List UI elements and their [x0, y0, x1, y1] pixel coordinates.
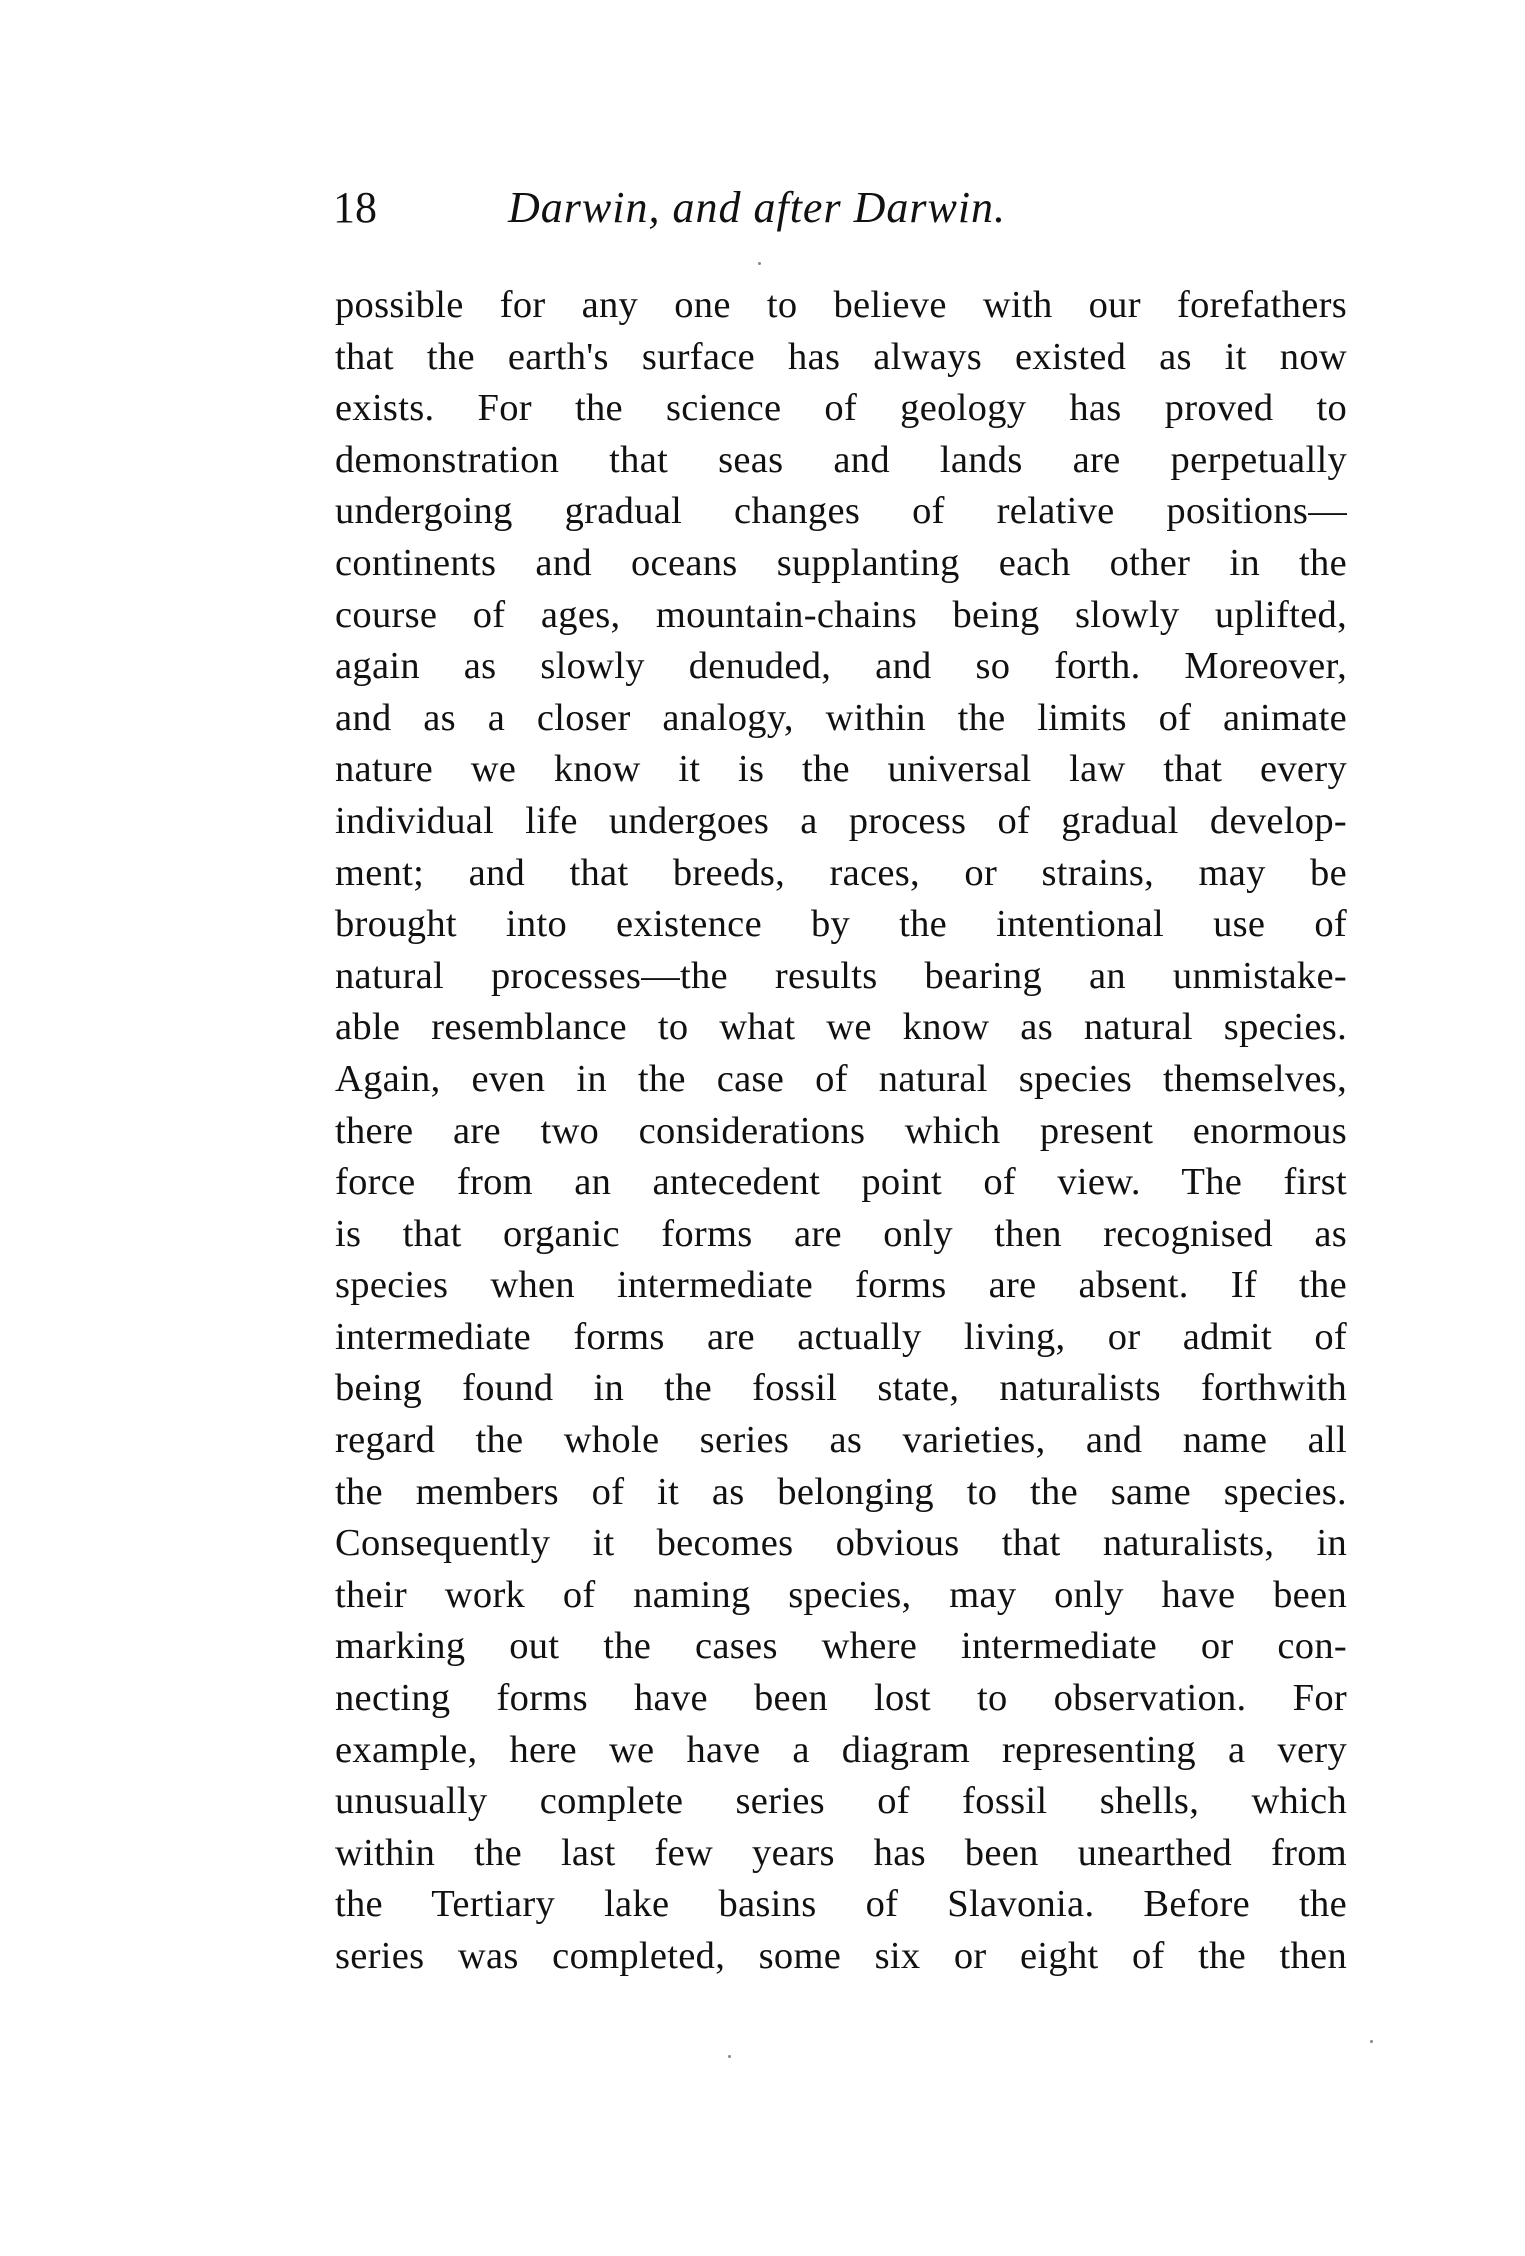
text-line: again as slowly denuded, and so forth. Moreover, — [335, 645, 1347, 688]
text-line: ment; and that breeds, races, or strains, may be — [335, 851, 1347, 894]
running-title: Darwin, and after Darwin. — [508, 183, 1007, 232]
scan-speck — [728, 2055, 731, 2058]
text-line: is that organic forms are only then recognised as — [335, 1212, 1347, 1255]
text-line: continents and oceans supplanting each other in the — [335, 541, 1347, 584]
text-line: force from an antecedent point of view. The first — [335, 1161, 1347, 1204]
text-line: intermediate forms are actually living, or admit of — [335, 1315, 1347, 1358]
scan-speck — [758, 262, 761, 265]
text-line: marking out the cases where intermediate or con- — [335, 1625, 1347, 1668]
text-line: being found in the fossil state, naturalists forthwith — [335, 1367, 1347, 1410]
text-line: course of ages, mountain-chains being slowly uplifted, — [335, 593, 1347, 636]
text-line: and as a closer analogy, within the limits of animate — [335, 696, 1347, 739]
text-line: necting forms have been lost to observation. For — [335, 1677, 1347, 1720]
text-line: unusually complete series of fossil shells, which — [335, 1780, 1347, 1823]
text-line: able resemblance to what we know as natural species. — [335, 1006, 1347, 1049]
text-line: the Tertiary lake basins of Slavonia. Before the — [335, 1883, 1347, 1926]
scan-speck — [1370, 2040, 1373, 2043]
text-line: natural processes—the results bearing an unmistake- — [335, 954, 1347, 997]
text-line: example, here we have a diagram representing a very — [335, 1728, 1347, 1771]
text-line: within the last few years has been unearthed from — [335, 1831, 1347, 1874]
text-line: exists. For the science of geology has proved to — [335, 387, 1347, 430]
text-line: the members of it as belonging to the same species. — [335, 1470, 1347, 1513]
text-line: there are two considerations which present enormous — [335, 1109, 1347, 1152]
text-line: series was completed, some six or eight of the then — [335, 1935, 1347, 1977]
running-head — [333, 178, 1353, 238]
text-line: Again, even in the case of natural species themselves, — [335, 1057, 1347, 1100]
text-line: individual life undergoes a process of gradual develop- — [335, 799, 1347, 842]
text-line: their work of naming species, may only have been — [335, 1573, 1347, 1616]
text-line: nature we know it is the universal law that every — [335, 748, 1347, 791]
text-line: brought into existence by the intentional use of — [335, 903, 1347, 946]
text-line: demonstration that seas and lands are perpetually — [335, 438, 1347, 481]
text-line: that the earth's surface has always existed as it now — [335, 335, 1347, 378]
text-line: possible for any one to believe with our forefathers — [335, 284, 1347, 326]
page-number: 18 — [333, 183, 377, 232]
text-line: undergoing gradual changes of relative positions— — [335, 490, 1347, 533]
text-line: species when intermediate forms are absent. If the — [335, 1264, 1347, 1307]
text-line: regard the whole series as varieties, and name all — [335, 1419, 1347, 1462]
text-line: Consequently it becomes obvious that naturalists, in — [335, 1522, 1347, 1565]
body-text — [335, 280, 1347, 1983]
